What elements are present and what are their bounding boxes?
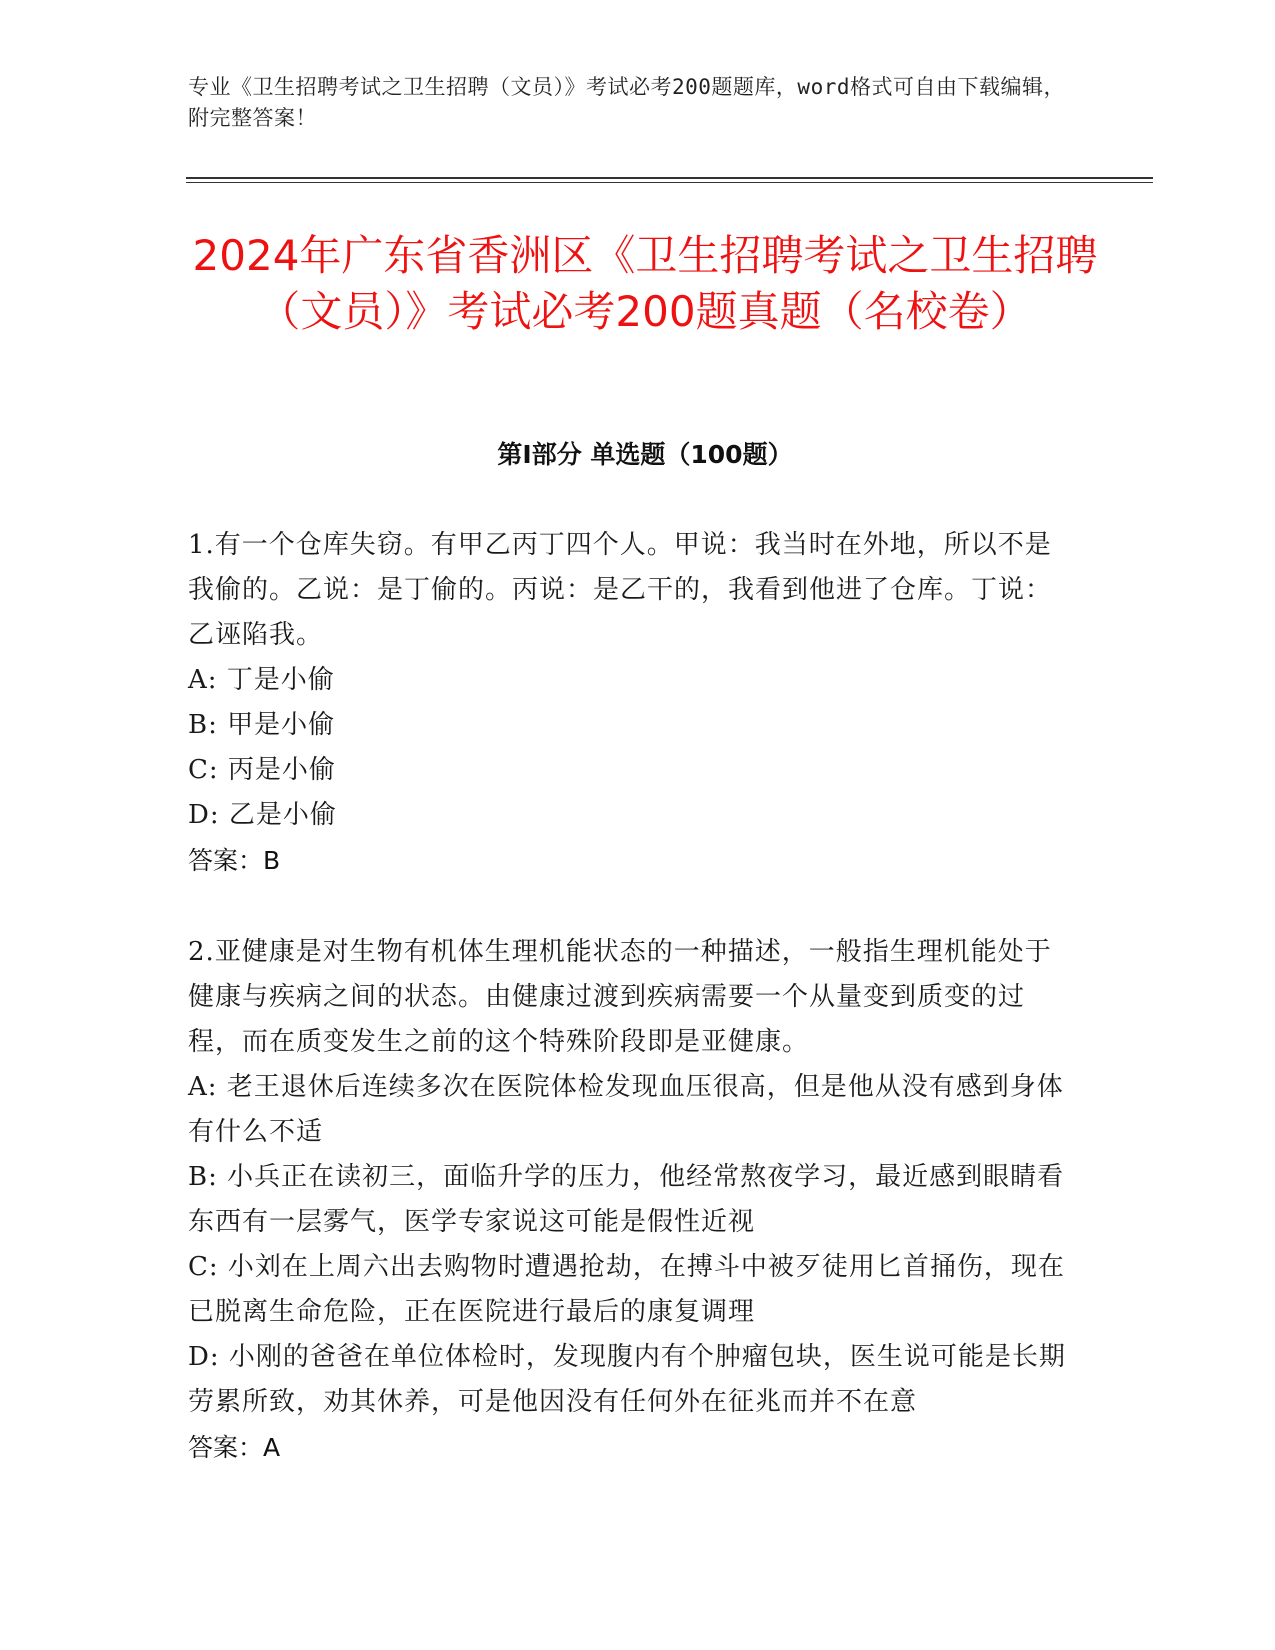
question-1 [188,523,1068,883]
question-stem: 2.亚健康是对生物有机体生理机能状态的一种描述，一般指生理机能处于健康与疾病之间的状态。由健康过渡到疾病需要一个从量变到质变的过程，而在质变发生之前的这个特殊阶段即是亚健康。 [188,937,1052,1057]
document-title: 2024年广东省香洲区《卫生招聘考试之卫生招聘（文员）》考试必考200题真题（名校卷） [192,231,1098,336]
option-a: A: 老王退休后连续多次在医院体检发现血压很高，但是他从没有感到身体有什么不适 [188,1072,1064,1147]
header-divider-thin [186,182,1153,183]
question-stem: 1.有一个仓库失窃。有甲乙丙丁四个人。甲说：我当时在外地，所以不是我偷的。乙说：是丁偷的。丙说：是乙干的，我看到他进了仓库。丁说：乙诬陷我。 [188,530,1053,650]
option-a: A: 丁是小偷 [188,665,335,695]
option-b: B: 小兵正在读初三，面临升学的压力，他经常熬夜学习，最近感到眼睛看东西有一层雾气，医学专家说这可能是假性近视 [188,1162,1065,1237]
option-d: D: 小刚的爸爸在单位体检时，发现腹内有个肿瘤包块，医生说可能是长期劳累所致，劝其休养，可是他因没有任何外在征兆而并不在意 [188,1342,1066,1417]
section-heading: 第I部分 单选题（100题） [497,440,793,469]
option-b: B: 甲是小偷 [188,710,336,740]
option-c: C: 丙是小偷 [188,755,336,785]
answer: 答案：B [188,846,281,875]
option-d: D: 乙是小偷 [188,800,337,830]
question-2 [188,930,1068,1470]
option-c: C: 小刘在上周六出去购物时遭遇抢劫，在搏斗中被歹徒用匕首捅伤，现在已脱离生命危险，正在医院进行最后的康复调理 [188,1252,1065,1327]
header-note: 专业《卫生招聘考试之卫生招聘（文员）》考试必考200题题库，word格式可自由下载编辑，附完整答案！ [188,75,1065,130]
answer: 答案：A [188,1433,281,1462]
header-divider-thick [186,177,1153,179]
